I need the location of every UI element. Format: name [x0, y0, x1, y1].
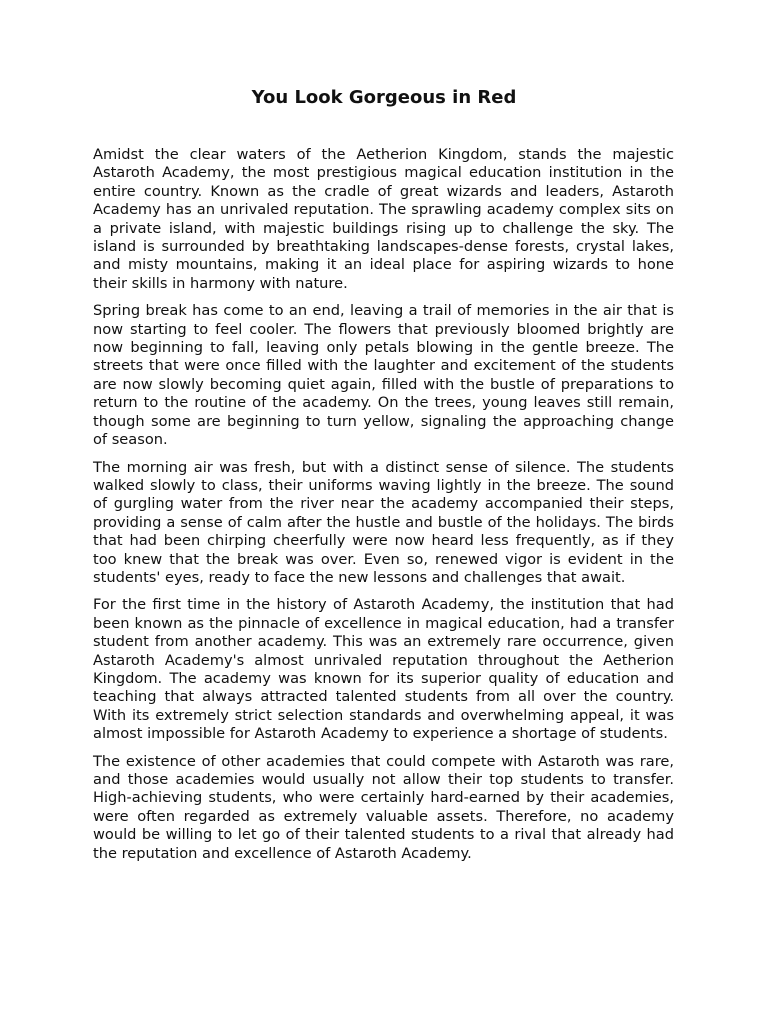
paragraph: For the first time in the history of Astaroth Academy, the institution that had been known as the pinnacle of excellence in magical education, had a transfer student from another academy. This was an extremely rare occurrence, given Astaroth Academy's almost unrivaled reputation throughout the Aetherion Kingdom. The academy was known for its superior quality of education and teaching that always attracted talented students from all over the country. With its extremely strict selection standards and overwhelming appeal, it was almost impossible for Astaroth Academy to experience a shortage of students.: [93, 596, 674, 743]
paragraph: The existence of other academies that could compete with Astaroth was rare, and those academies would usually not allow their top students to transfer. High-achieving students, who were certainly hard-earned by their academies, were often regarded as extremely valuable assets. Therefore, no academy would be willing to let go of their talented students to a rival that already had the reputation and excellence of Astaroth Academy.: [93, 752, 674, 862]
paragraph: Amidst the clear waters of the Aetherion Kingdom, stands the majestic Astaroth Academy, the most prestigious magical education institution in the entire country. Known as the cradle of great wizards and leaders, Astaroth Academy has an unrivaled reputation. The sprawling academy complex sits on a private island, with majestic buildings rising up to challenge the sky. The island is surrounded by breathtaking landscapes-dense forests, crystal lakes, and misty mountains, making it an ideal place for aspiring wizards to hone their skills in harmony with nature.: [93, 146, 674, 292]
paragraph: The morning air was fresh, but with a distinct sense of silence. The students walked slowly to class, their uniforms waving lightly in the breeze. The sound of gurgling water from the river near the academy accompanied their steps, providing a sense of calm after the hustle and bustle of the holidays. The birds that had been chirping cheerfully were now heard less frequently, as if they too knew that the break was over. Even so, renewed vigor is evident in the students' eyes, ready to face the new lessons and challenges that await.: [93, 458, 674, 586]
page-title: You Look Gorgeous in Red: [251, 87, 517, 108]
paragraph: Spring break has come to an end, leaving a trail of memories in the air that is now starting to feel cooler. The flowers that previously bloomed brightly are now beginning to fall, leaving only petals blowing in the gentle breeze. The streets that were once filled with the laughter and excitement of the students are now slowly becoming quiet again, filled with the bustle of preparations to return to the routine of the academy. On the trees, young leaves still remain, though some are beginning to turn yellow, signaling the approaching change of season.: [93, 302, 674, 449]
document-body: [93, 146, 674, 872]
